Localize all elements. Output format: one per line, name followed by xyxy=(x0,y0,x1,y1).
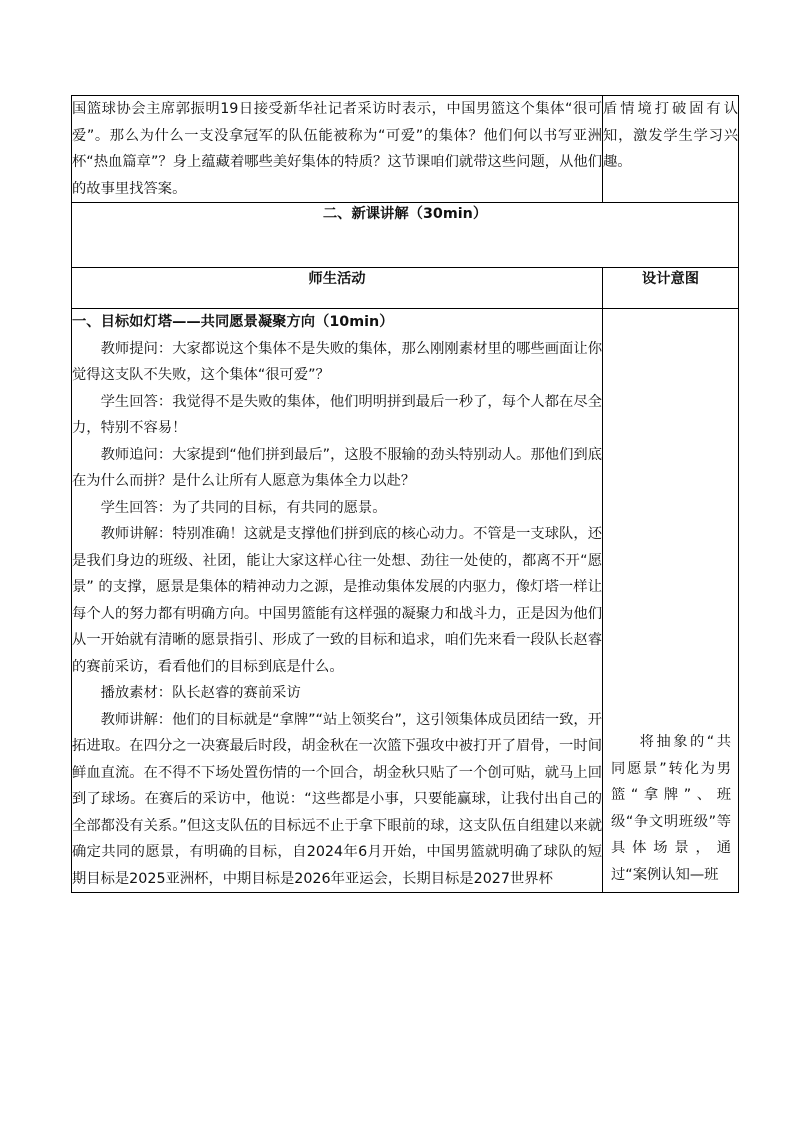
paragraph: 教师讲解：特别准确！这就是支撑他们拼到底的核心动力。不管是一支球队，还是我们身边的班级、社团，能让大家这样心往一处想、劲往一处使的，都离不开“愿景” 的支撑，愿景是集体的精神动力之源，是推动集体发展的内驱力，像灯塔一样让每个人的努力都有明确方向。中国男篮能有这样强的凝聚力和战斗力，正是因为他们从一开始就有清晰的愿景指引、形成了一致的目标和追求，咱们先来看一段队长赵睿的赛前采访，看看他们的目标到底是什么。 xyxy=(72,526,602,675)
paragraph: 教师讲解：他们的目标就是“拿牌”“站上领奖台”，这引领集体成员团结一致，开拓进取。在四分之一决赛最后时段，胡金秋在一次篮下强攻中被打开了眉骨，一时间鲜血直流。在不得不下场处置伤情的一个回合，胡金秋只贴了一个创可贴，就马上回到了球场。在赛后的采访中，他说：“这些都是小事，只要能赢球，让我付出自己的全部都没有关系。”但这支队伍的目标远不止于拿下眼前的球，这支队伍自组建以来就确定共同的愿景，有明确的目标，自2024年6月开始，中国男篮就明确了球队的短期目标是2025亚洲杯，中期目标是2026年亚运会，长期目标是2027世界杯 xyxy=(72,711,603,887)
subsection-heading: 一、目标如灯塔——共同愿景凝聚方向（10min） xyxy=(72,314,394,330)
intro-intent-cell xyxy=(603,96,739,203)
intro-intent-text: 盾情境打破固有认知，激发学生学习兴趣。 xyxy=(603,101,738,170)
content-row xyxy=(72,309,739,893)
section-title: 二、新课讲解（30min） xyxy=(322,206,488,222)
column-header-row xyxy=(72,268,739,309)
intro-activity-cell xyxy=(72,96,603,203)
intent-header: 设计意图 xyxy=(641,271,700,287)
intro-text: 国篮球协会主席郭振明19日接受新华社记者采访时表示，中国男篮这个集体“很可爱”。那么为什么一支没拿冠军的队伍能被称为“可爱”的集体？他们何以书写亚洲杯“热血篇章”？身上蕴藏着哪些美好集体的特质？这节课咱们就带这些问题，从他们的故事里找答案。 xyxy=(72,101,602,197)
paragraph: 教师提问：大家都说这个集体不是失败的集体，那么刚刚素材里的哪些画面让你觉得这支队不失败，这个集体“很可爱”？ xyxy=(72,340,602,383)
intent-header-cell xyxy=(603,268,739,309)
content-activity-cell xyxy=(72,309,603,893)
content-intent-cell xyxy=(603,309,739,893)
section-title-cell xyxy=(72,203,739,268)
paragraph: 教师追问：大家提到“他们拼到最后”，这股不服输的劲头特别动人。那他们到底在为什么而拼？是什么让所有人愿意为集体全力以赴？ xyxy=(72,446,602,489)
lesson-plan-table xyxy=(71,95,739,893)
design-intent-text: 将抽象的“共同愿景”转化为男篮“拿牌”、班级“争文明班级”等具体场景，通过“案例认知—班 xyxy=(611,734,731,883)
intro-row xyxy=(72,96,739,203)
section-row xyxy=(72,203,739,268)
paragraph: 学生回答：我觉得不是失败的集体，他们明明拼到最后一秒了，每个人都在尽全力，特别不容易！ xyxy=(72,393,602,436)
activity-header: 师生活动 xyxy=(308,271,366,287)
paragraph: 播放素材：队长赵睿的赛前采访 xyxy=(100,685,301,701)
activity-header-cell xyxy=(72,268,603,309)
paragraph: 学生回答：为了共同的目标，有共同的愿景。 xyxy=(100,499,387,516)
